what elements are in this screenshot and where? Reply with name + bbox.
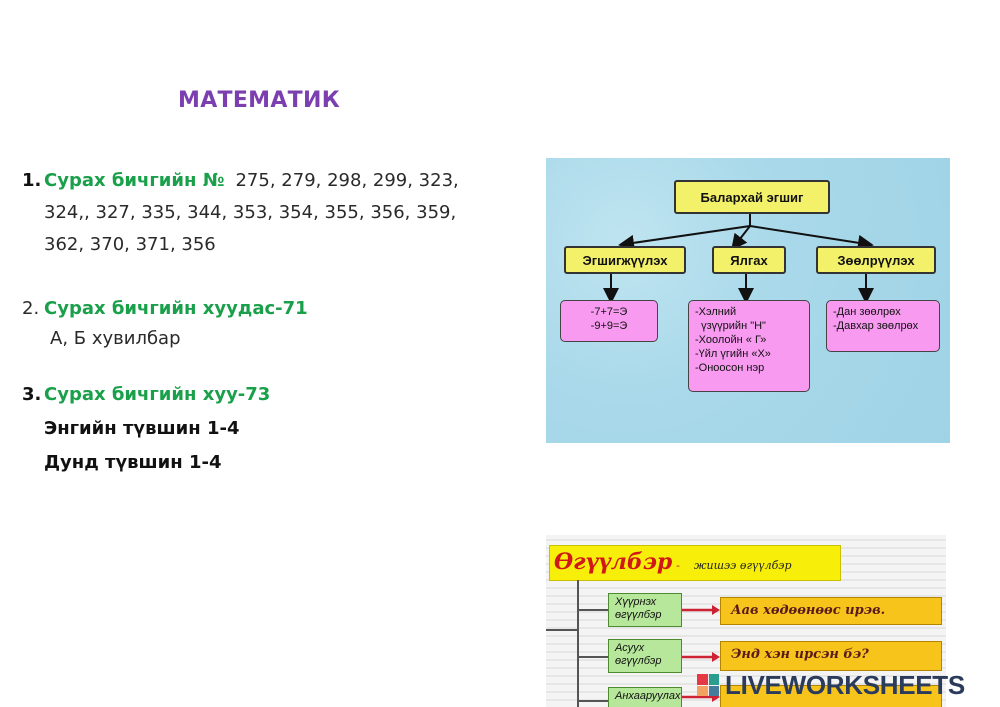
task-2-line-1: А, Б хувилбар (50, 328, 181, 349)
page-title: МАТЕМАТИК (178, 88, 340, 113)
leaf-1-item-1: -7+7=Э (590, 306, 628, 318)
leaf-box-2 (688, 300, 810, 392)
leaf-3-item-2: -Давхар зөөлрөх (833, 320, 919, 332)
liveworksheets-watermark (697, 670, 965, 700)
task-1-line-2: 324,, 327, 335, 344, 353, 354, 355, 356, 359, (44, 202, 457, 223)
task-2-number: 2. (22, 298, 40, 319)
task-3-number: 3. (22, 384, 42, 405)
sentence-title: Өгүүлбэр (554, 549, 673, 575)
vowel-diagram (546, 158, 950, 443)
task-1-heading: Сурах бичгийн № (44, 170, 225, 191)
task-3-line-2: Дунд түвшин 1-4 (44, 452, 222, 473)
leaf-1-item-2: -9+9=Э (590, 320, 628, 332)
example-box-1: Аав хөдөөнөөс ирэв. (720, 597, 942, 625)
task-3-line-1: Энгийн түвшин 1-4 (44, 418, 240, 439)
leaf-2-item-4: -Үйл үгийн «Х» (695, 348, 771, 360)
branch-box-3: Зөөлрүүлэх (816, 246, 936, 274)
root-box: Баларxай эгшиг (674, 180, 830, 214)
task-2-heading: Сурах бичгийн хуудас-71 (44, 298, 308, 319)
task-1-line-1 (44, 170, 459, 191)
leaf-3-item-1: -Дан зөөлрөх (833, 306, 901, 318)
task-1-line-3: 362, 370, 371, 356 (44, 234, 216, 255)
task-1-number: 1. (22, 170, 42, 191)
type-box-2: Асуух өгүүлбэр (608, 639, 682, 673)
type-box-1: Хүүрнэх өгүүлбэр (608, 593, 682, 627)
leaf-2-item-3: -Хоолойн « Г» (695, 334, 767, 346)
task-1-numbers: 275, 279, 298, 299, 323, (235, 170, 459, 191)
leaf-2-item-5: -Оноосон нэр (695, 362, 765, 374)
leaf-box-3 (826, 300, 940, 352)
leaf-2-item-1: -Хэлний (695, 306, 737, 318)
example-box-2: Энд хэн ирсэн бэ? (720, 641, 942, 671)
sentence-subtitle: жишээ өгүүлбэр (694, 559, 792, 572)
liveworksheets-logo-icon (697, 674, 719, 696)
type-box-3: Анхааруулах (608, 687, 682, 707)
task-3-heading: Сурах бичгийн хуу-73 (44, 384, 271, 405)
watermark-text: LIVEWORKSHEETS (725, 669, 965, 700)
leaf-2-item-2: үзүүрийн "Н" (695, 320, 766, 332)
title-dash: - (676, 559, 680, 572)
branch-box-1: Эгшигжүүлэх (564, 246, 686, 274)
branch-box-2: Ялгах (712, 246, 786, 274)
leaf-box-1 (560, 300, 658, 342)
